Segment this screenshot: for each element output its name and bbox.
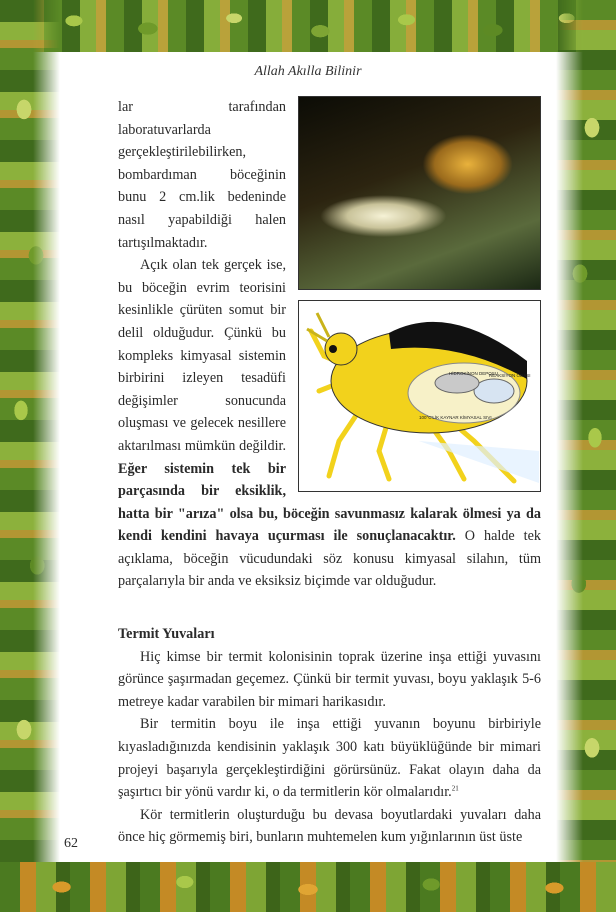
running-head: Allah Akılla Bilinir — [254, 64, 362, 79]
paragraph-1: lar tarafından laboratuvarlarda gerçekleştirilebilirken, bombardıman böceğinin bunu 2 cm.lik bedeninde nasıl yapabildiği halen tartışılmaktadır. — [118, 99, 286, 251]
paragraph-2-bold: Eğer sistemin tek bir parçasında bir eksiklik, hatta bir "arıza" olsa bu, böceğin savunmasız kalarak ölmesi ya da kendi kendini havaya uçurması ile sonuçlanacaktır. — [118, 460, 541, 545]
decorative-leaf-border-bottom — [0, 862, 616, 912]
reaction-chamber — [474, 379, 514, 403]
diagram-label-hydroquinone: HİDROKİNON DEPOSU — [449, 371, 499, 376]
chemical-spray — [419, 441, 539, 483]
diagram-label-boiling-liquid: 100°C'LİK KAYNAR KİMYASAL SIVI — [419, 415, 492, 420]
figure-column — [298, 96, 541, 492]
paragraph-5: Kör termitlerin oluşturduğu bu devasa boyutlardaki yuvaları daha önce hiç görmemiş biri, bunların muhtemelen kum yığınlarının üst üste — [118, 806, 541, 846]
paragraph-2-tail: O halde tek açıklama, böceğin vücudundaki söz konusu kimyasal silahın, tüm parçalarıyla bir anda ve eksiksiz biçimde var olduğudur. — [118, 528, 541, 590]
beetle-anatomy-diagram — [298, 300, 541, 492]
footnote-marker: 21 — [451, 784, 459, 793]
bombardier-beetle-photo — [298, 96, 541, 290]
decorative-leaf-border-right — [556, 0, 616, 912]
beetle-diagram-svg — [299, 301, 540, 491]
page-number: 62 — [64, 836, 78, 851]
page-body — [118, 96, 541, 849]
paragraph-3: Hiç kimse bir termit kolonisinin toprak üzerine inşa ettiği yuvasını görünce şaşırmadan geçemez. Çünkü bir termit yuvası, boyu yaklaşık 5-6 metreye kadar varabilen bir mimari harikasıdır. — [118, 648, 541, 710]
paragraph-2-text: Açık olan tek gerçek ise, bu böceğin evrim teorisini kesinlikle çürüten somut bir delil olduğudur. Çünkü bu kompleks kimyasal sistemin birbirini izleyen tesadüfi değişimler sonucunda oluşması ve gelecek nesillere aktarılması mümkün değildir. — [118, 257, 286, 454]
beetle-antennae — [307, 313, 329, 341]
beetle-eye — [329, 345, 337, 353]
paragraph-4 — [118, 713, 541, 803]
decorative-leaf-border-top — [0, 0, 616, 52]
paragraph-4-text: Bir termitin boyu ile inşa ettiği yuvanın boyunu birbiriyle kıyasladığınızda kendisinin yaklaşık 300 katı büyüklüğünde bir mimari projeyi başarıyla gerçekleştirdiğini görürsünüz. Fakat olayın daha da şaşırtıcı bir yönü vardır ki, o da termitlerin kör olmalarıdır. — [118, 716, 541, 801]
decorative-leaf-border-left — [0, 0, 60, 912]
hydroquinone-reservoir — [435, 373, 479, 393]
section-heading: Termit Yuvaları — [118, 626, 215, 643]
diagram-label-reaction-chamber: REAKSİYON ODASI — [489, 373, 531, 378]
